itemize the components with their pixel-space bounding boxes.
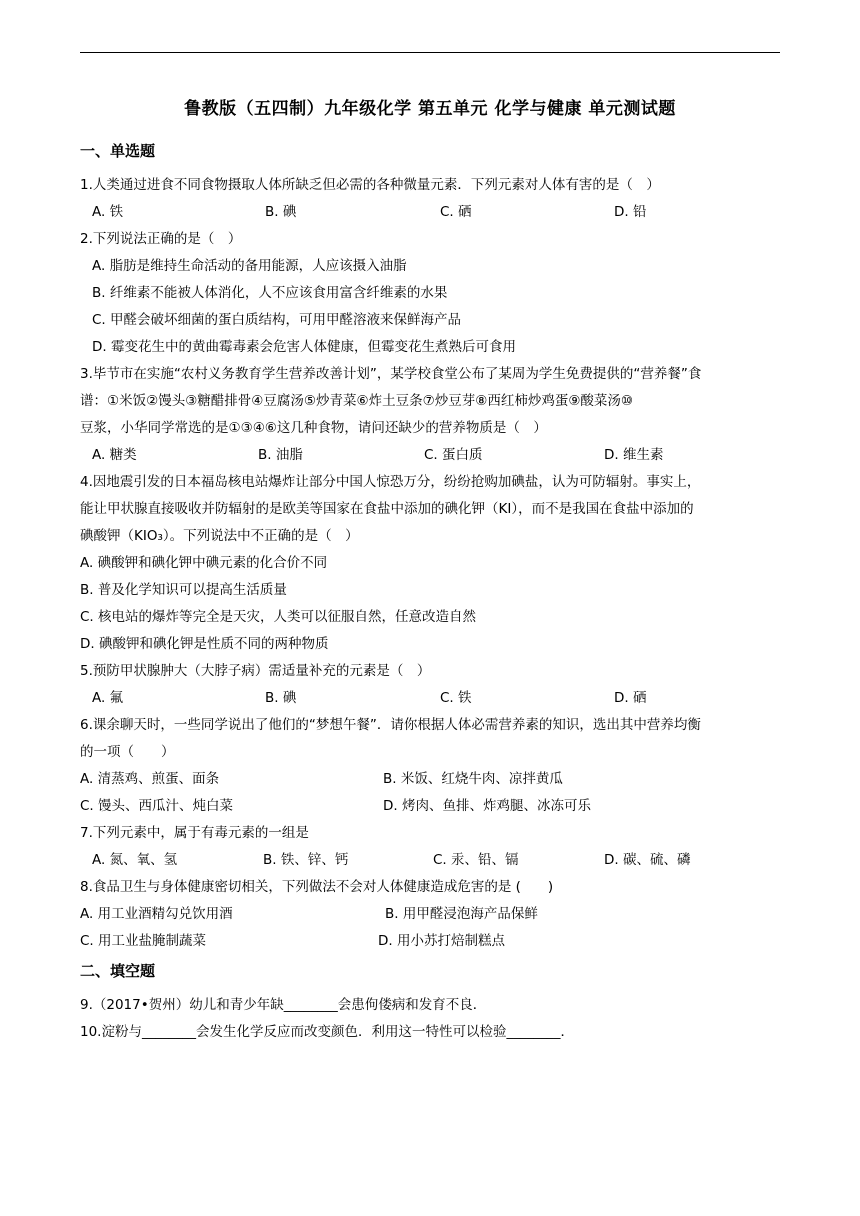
question-3-option-c: C. 蛋白质 xyxy=(424,447,483,463)
question-1-option-a: A. 铁 xyxy=(92,204,124,220)
question-7-option-a: A. 氮、氧、氢 xyxy=(92,852,178,868)
question-4-option-c: C. 核电站的爆炸等完全是天灾，人类可以征服自然，任意改造自然 xyxy=(80,609,477,625)
question-4-option-d: D. 碘酸钾和碘化钾是性质不同的两种物质 xyxy=(80,636,329,652)
question-4-stem-line-2: 能让甲状腺直接吸收并防辐射的是欧美等国家在食盐中添加的碘化钾（KI），而不是我国在食盐中添加的 xyxy=(80,501,694,517)
question-1-option-b: B. 碘 xyxy=(265,204,297,220)
question-7-option-c: C. 汞、铅、镉 xyxy=(433,852,519,868)
question-10-text: 10.淀粉与________会发生化学反应而改变颜色．利用这一特性可以检验________． xyxy=(80,1024,574,1040)
question-9-text: 9.（2017•贺州）幼儿和青少年缺________会患佝偻病和发育不良． xyxy=(80,997,487,1013)
question-6-option-c: C. 馒头、西瓜汁、炖白菜 xyxy=(80,798,234,814)
question-8-option-d: D. 用小苏打焙制糕点 xyxy=(378,933,505,949)
question-5-stem: 5.预防甲状腺肿大（大脖子病）需适量补充的元素是（ ） xyxy=(80,663,431,679)
question-1-stem: 1.人类通过进食不同食物摄取人体所缺乏但必需的各种微量元素．下列元素对人体有害的是（ ） xyxy=(80,177,660,193)
question-6-option-b: B. 米饭、红烧牛肉、凉拌黄瓜 xyxy=(383,771,563,787)
question-8-option-c: C. 用工业盐腌制蔬菜 xyxy=(80,933,207,949)
question-3-stem-line-3: 豆浆，小华同学常选的是①③④⑥这几种食物，请问还缺少的营养物质是（ ） xyxy=(80,420,547,436)
question-5-option-a: A. 氟 xyxy=(92,690,124,706)
question-3-stem-line-2: 谱：①米饭②馒头③糖醋排骨④豆腐汤⑤炒青菜⑥炸土豆条⑦炒豆芽⑧西红柿炒鸡蛋⑨酸菜汤⑩ xyxy=(80,393,634,409)
question-7-option-d: D. 碳、硫、磷 xyxy=(604,852,691,868)
question-4-stem-line-3: 碘酸钾（KIO₃）。下列说法中不正确的是（ ） xyxy=(80,528,359,544)
question-6-option-a: A. 清蒸鸡、煎蛋、面条 xyxy=(80,771,220,787)
question-6-option-d: D. 烤肉、鱼排、炸鸡腿、冰冻可乐 xyxy=(383,798,591,814)
question-2-option-c: C. 甲醛会破坏细菌的蛋白质结构，可用甲醛溶液来保鲜海产品 xyxy=(92,312,462,328)
question-3-option-a: A. 糖类 xyxy=(92,447,137,463)
page-title: 鲁教版（五四制）九年级化学 第五单元 化学与健康 单元测试题 xyxy=(184,99,676,119)
top-rule xyxy=(80,52,780,53)
question-2-stem: 2.下列说法正确的是（ ） xyxy=(80,231,242,247)
section-heading-single-choice: 一、单选题 xyxy=(80,142,156,160)
question-4-option-a: A. 碘酸钾和碘化钾中碘元素的化合价不同 xyxy=(80,555,328,571)
question-6-stem-line-1: 6.课余聊天时，一些同学说出了他们的“梦想午餐”．请你根据人体必需营养素的知识，选出其中营养均衡 xyxy=(80,717,701,733)
question-8-option-b: B. 用甲醛浸泡海产品保鲜 xyxy=(385,906,538,922)
question-2-option-b: B. 纤维素不能被人体消化，人不应该食用富含纤维素的水果 xyxy=(92,285,448,301)
question-6-stem-line-2: 的一项（ ） xyxy=(80,744,175,760)
question-2-option-d: D. 霉变花生中的黄曲霉毒素会危害人体健康，但霉变花生煮熟后可食用 xyxy=(92,339,516,355)
question-5-option-b: B. 碘 xyxy=(265,690,297,706)
question-7-stem: 7.下列元素中，属于有毒元素的一组是 xyxy=(80,825,309,841)
question-8-option-a: A. 用工业酒精勾兑饮用酒 xyxy=(80,906,233,922)
section-heading-fill-blank: 二、填空题 xyxy=(80,962,156,980)
question-3-stem-line-1: 3.毕节市在实施“农村义务教育学生营养改善计划”，某学校食堂公布了某周为学生免费提供的“营养餐”食 xyxy=(80,366,702,382)
question-4-stem-line-1: 4.因地震引发的日本福岛核电站爆炸让部分中国人惊恐万分，纷纷抢购加碘盐，认为可防辐射。事实上， xyxy=(80,474,701,490)
question-1-option-c: C. 硒 xyxy=(440,204,472,220)
question-2-option-a: A. 脂肪是维持生命活动的备用能源，人应该摄入油脂 xyxy=(92,258,407,274)
question-1-option-d: D. 铅 xyxy=(614,204,647,220)
question-7-option-b: B. 铁、锌、钙 xyxy=(263,852,349,868)
question-5-option-d: D. 硒 xyxy=(614,690,647,706)
question-3-option-d: D. 维生素 xyxy=(604,447,664,463)
question-5-option-c: C. 铁 xyxy=(440,690,472,706)
question-8-stem: 8.食品卫生与身体健康密切相关，下列做法不会对人体健康造成危害的是 ( ) xyxy=(80,879,554,895)
question-4-option-b: B. 普及化学知识可以提高生活质量 xyxy=(80,582,287,598)
question-3-option-b: B. 油脂 xyxy=(258,447,303,463)
